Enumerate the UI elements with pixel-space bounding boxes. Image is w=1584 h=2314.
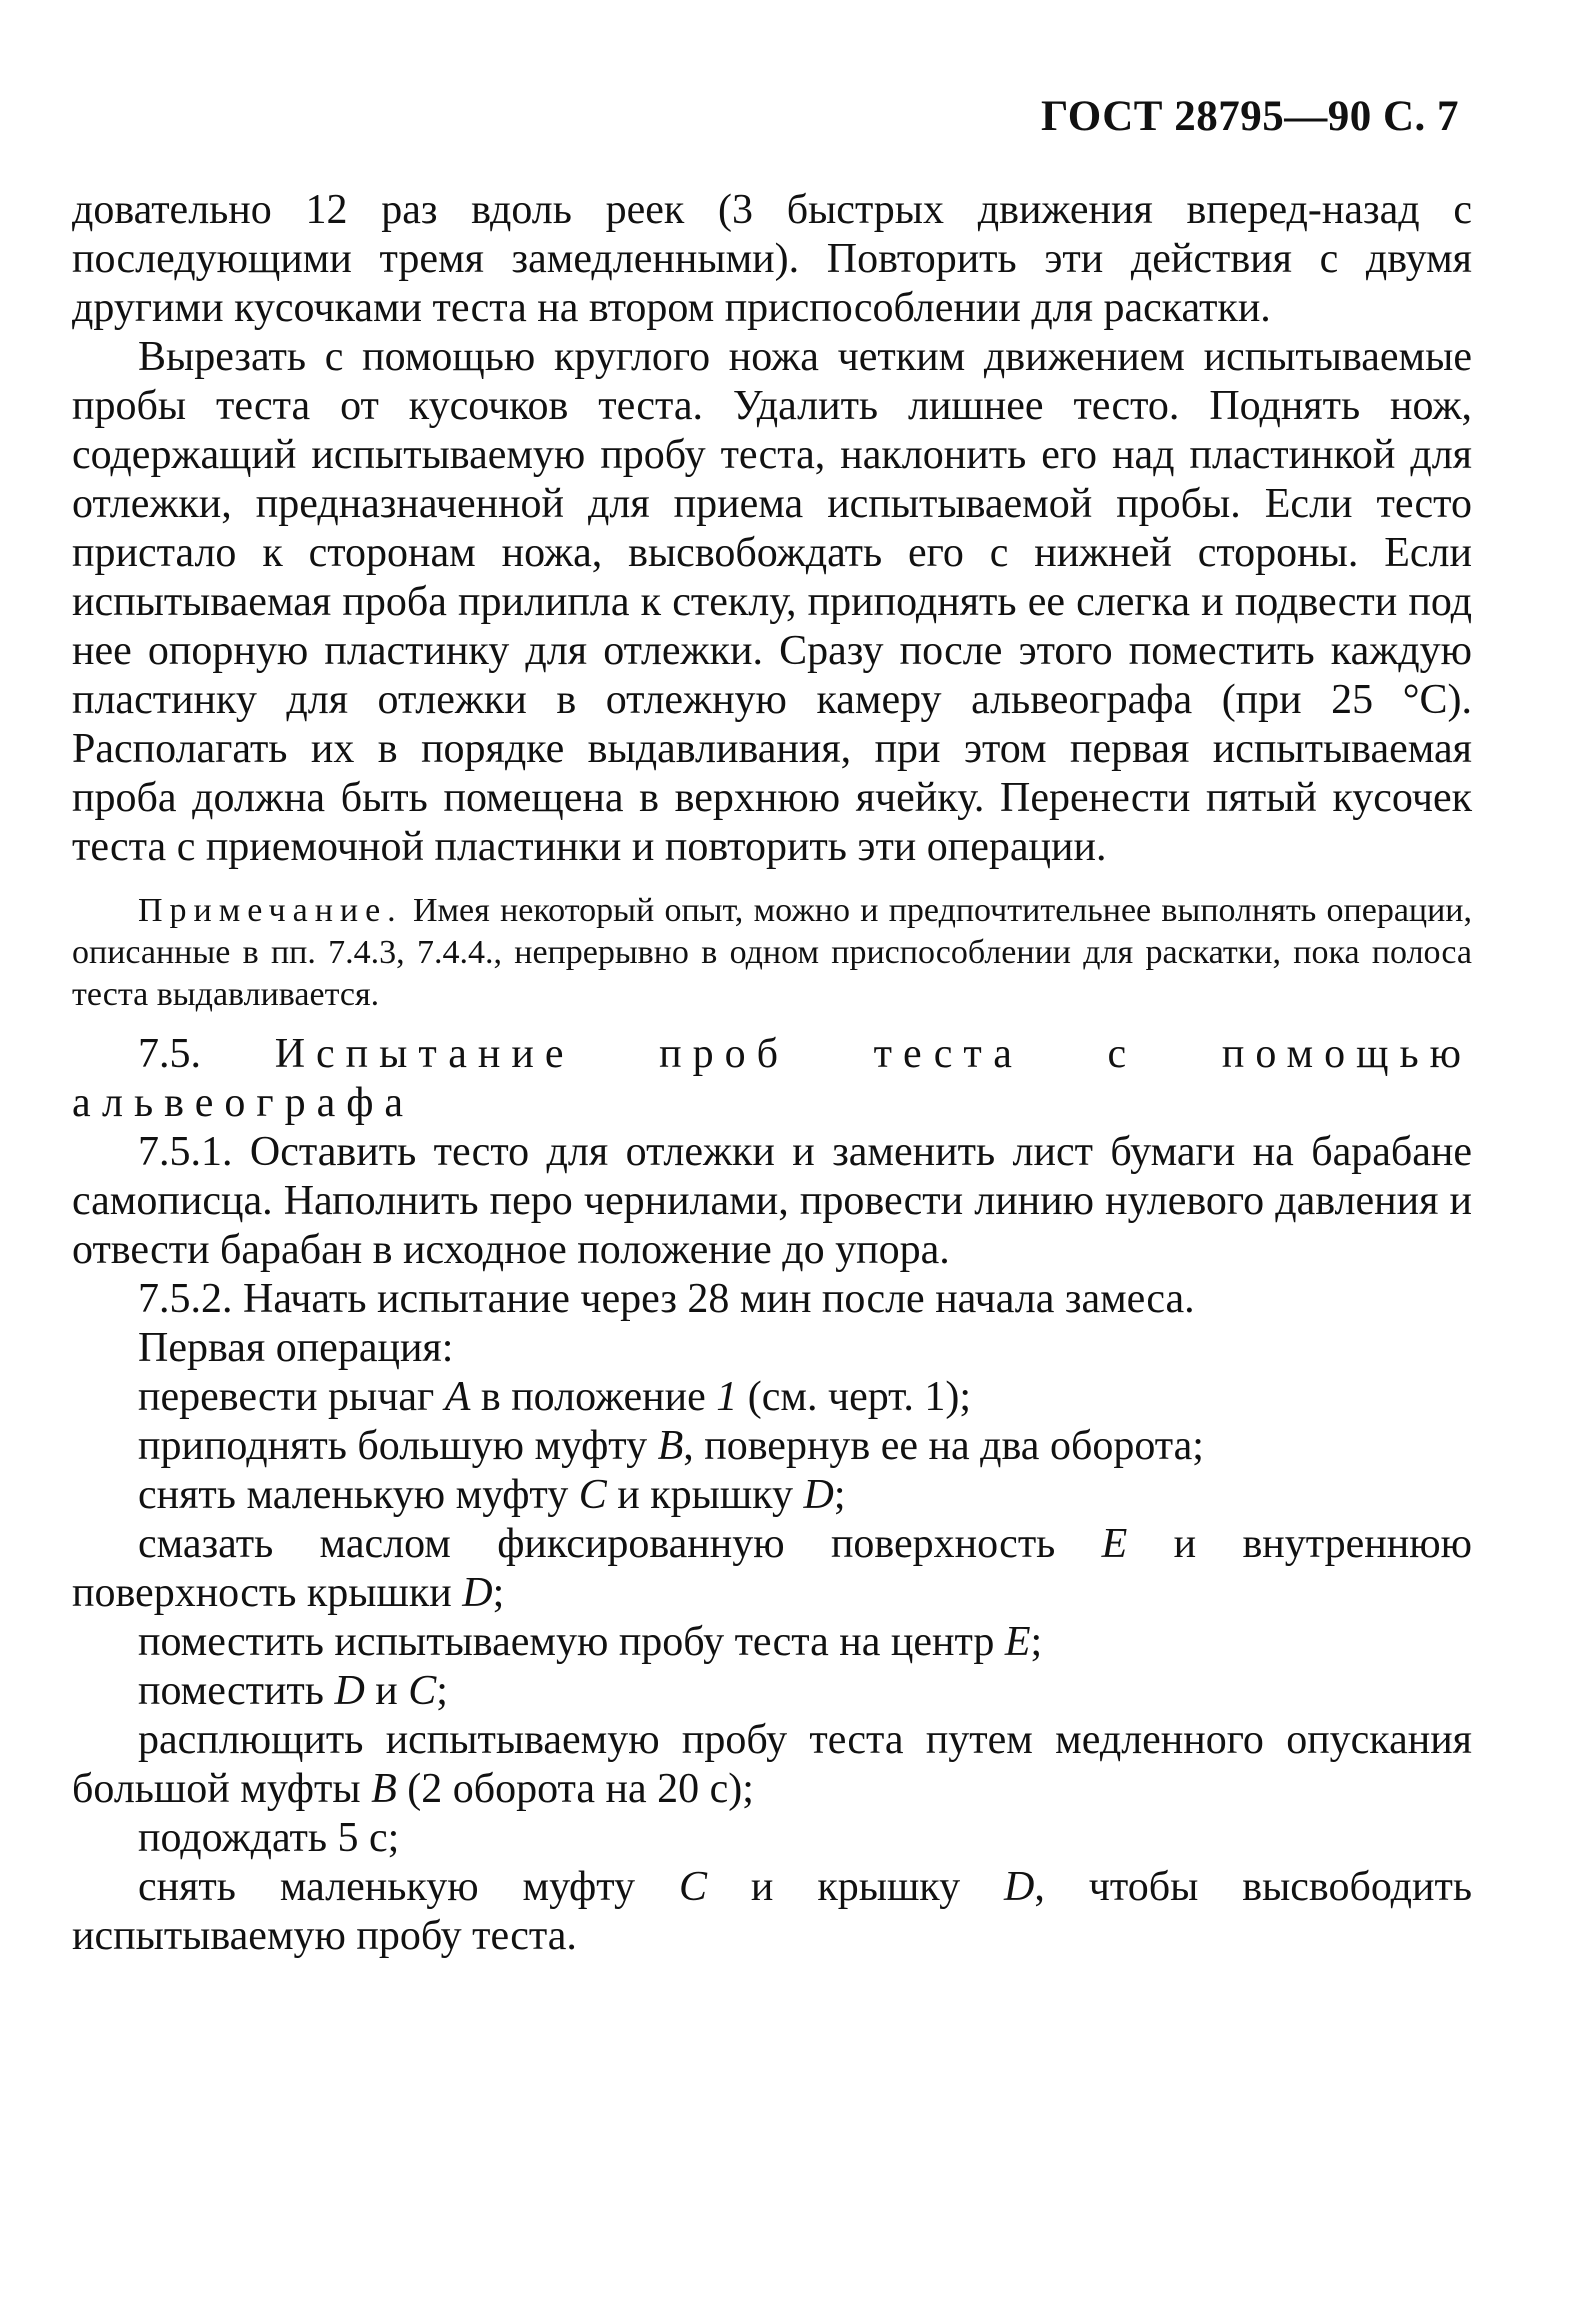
step-8: подождать 5 с; — [138, 1815, 400, 1861]
note-label: Примечание. — [138, 892, 403, 929]
step-text: в положение — [470, 1374, 717, 1420]
label-C: С — [578, 1472, 607, 1518]
step-text: снять маленькую муфту — [138, 1472, 579, 1518]
label-C: С — [408, 1668, 437, 1714]
step-text: расплющить испытываемую пробу теста путем медленного опускания большой муфты — [72, 1717, 1472, 1812]
label-D: D — [334, 1668, 365, 1714]
step-text: ; — [833, 1472, 846, 1518]
label-B: В — [371, 1766, 397, 1812]
step-text: снять маленькую муфту — [138, 1864, 679, 1910]
step-2 — [72, 1422, 1472, 1471]
step-text: (см. черт. 1); — [737, 1374, 972, 1420]
step-text: приподнять большую муфту — [138, 1423, 658, 1469]
section-title: Испытание проб теста с помощью альвеографа — [72, 1031, 1473, 1126]
step-text: , повернув ее на два оборота; — [683, 1423, 1204, 1469]
step-text: и крышку — [606, 1472, 804, 1518]
step-text: смазать маслом фиксированную поверхность — [138, 1521, 1102, 1567]
step-3 — [72, 1471, 1472, 1520]
first-operation-heading: Первая операция: — [138, 1325, 454, 1371]
step-text: (2 оборота на 20 с); — [396, 1766, 754, 1812]
step-1 — [72, 1373, 1472, 1422]
paragraph-continuation: довательно 12 раз вдоль реек (3 быстрых движения вперед-назад с последующими тремя замедленными). Повторить эти действия с двумя другими кусочками теста на втором приспособлении для раскатки. — [72, 187, 1472, 331]
step-7 — [72, 1716, 1472, 1814]
page-body — [72, 186, 1472, 1961]
section-heading-7-5 — [72, 1030, 1472, 1128]
step-text: ; — [436, 1668, 448, 1714]
step-text: ; — [1030, 1619, 1043, 1665]
item-7-5-2: 7.5.2. Начать испытание через 28 мин после начала замеса. — [138, 1276, 1195, 1322]
item-7-5-1: 7.5.1. Оставить тесто для отлежки и заменить лист бумаги на барабане самописца. Наполнить перо чернилами, провести линию нулевого давления и отвести барабан в исходное положение до упора. — [72, 1129, 1472, 1273]
step-text: , чтобы высвободить испытываемую пробу теста. — [72, 1864, 1472, 1959]
step-text: ; — [492, 1570, 505, 1616]
label-E: Е — [1004, 1619, 1031, 1665]
step-text: перевести рычаг — [138, 1374, 445, 1420]
step-text: и — [364, 1668, 409, 1714]
section-number: 7.5. — [138, 1031, 201, 1077]
label-A: А — [444, 1374, 471, 1420]
step-text: поместить испытываемую пробу теста на центр — [138, 1619, 1005, 1665]
label-B: В — [657, 1423, 684, 1469]
label-D: D — [803, 1472, 834, 1518]
step-text: и крышку — [707, 1864, 1005, 1910]
step-text: поместить — [138, 1668, 335, 1714]
step-text: и внутреннюю поверхность крышки — [72, 1521, 1472, 1616]
paragraph-cutting-samples: Вырезать с помощью круглого ножа четким движением испытываемые пробы теста от кусочков теста. Удалить лишнее тесто. Поднять нож, содержащий испытываемую пробу теста, наклонить его над пластинкой для отлежки, предназначенной для приема испытываемой пробы. Если тесто пристало к сторонам ножа, высвобождать его с нижней стороны. Если испытываемая проба прилипла к стеклу, приподнять ее слегка и подвести под нее опорную пластинку для отлежки. Сразу после этого поместить каждую пластинку для отлежки в отлежную камеру альвеографа (при 25 °С). Располагать их в порядке выдавливания, при этом первая испытываемая проба должна быть помещена в верхнюю ячейку. Перенести пятый кусочек теста с приемочной пластинки и повторить эти операции. — [72, 334, 1472, 870]
step-9 — [72, 1863, 1472, 1961]
label-D: D — [1004, 1864, 1035, 1910]
step-5 — [72, 1618, 1472, 1667]
page-header: ГОСТ 28795—90 С. 7 — [1040, 93, 1459, 140]
label-C: С — [678, 1864, 707, 1910]
note-block — [72, 890, 1472, 1016]
label-D: D — [462, 1570, 493, 1616]
position-number: 1 — [716, 1374, 738, 1420]
step-6 — [72, 1667, 1472, 1716]
note-text: Имея некоторый опыт, можно и предпочтительнее выполнять операции, описанные в пп. 7.4.3, 7.4.4., непрерывно в одном приспособлении для раскатки, пока полоса теста выдавливается. — [72, 892, 1472, 1013]
step-4 — [72, 1520, 1472, 1618]
label-E: Е — [1101, 1521, 1128, 1567]
